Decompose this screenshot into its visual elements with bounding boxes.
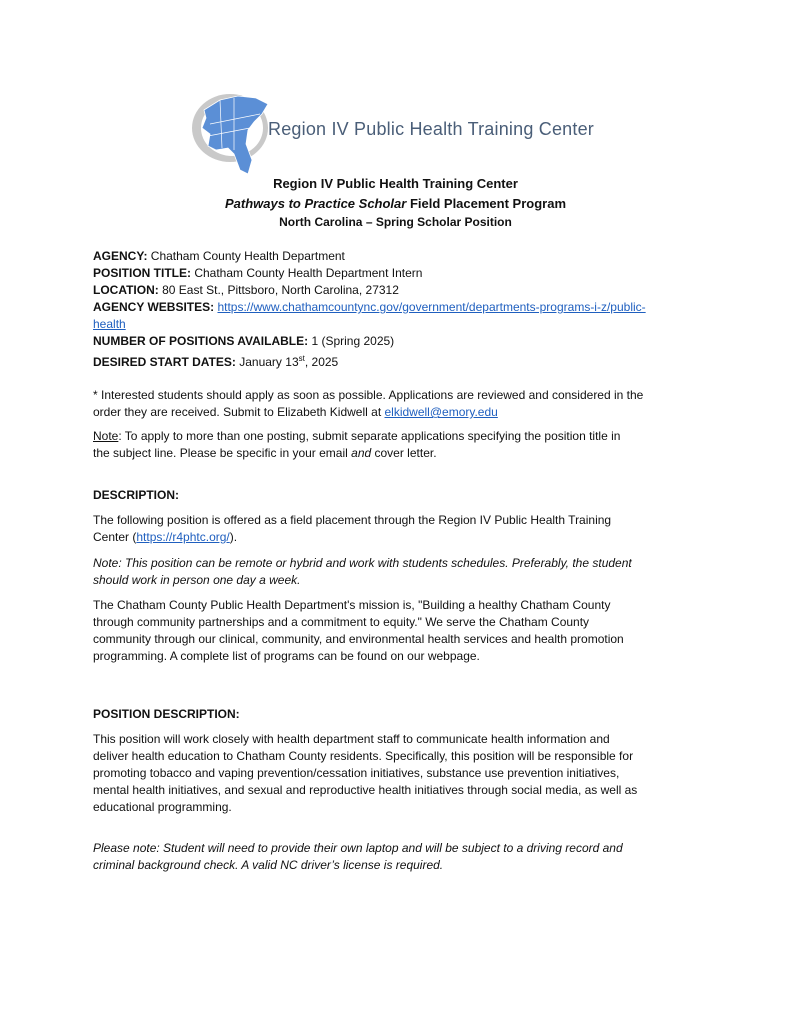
location-value: 80 East St., Pittsboro, North Carolina, 27312 <box>158 283 399 297</box>
header-position: North Carolina – Spring Scholar Position <box>279 215 512 229</box>
websites-row <box>93 299 703 316</box>
agency-value: Chatham County Health Department <box>147 249 345 263</box>
apply-note-line-1 <box>93 428 703 445</box>
email-link[interactable]: elkidwell@emory.edu <box>384 405 498 419</box>
position-title-label: POSITION TITLE: <box>93 266 191 280</box>
location-label: LOCATION: <box>93 283 159 297</box>
start-date-sup: st <box>298 354 305 363</box>
description-heading: DESCRIPTION: <box>93 488 180 502</box>
description-note <box>93 555 703 589</box>
location-row <box>93 282 703 299</box>
positions-row <box>93 333 703 350</box>
description-note-line-2: should work in person one day a week. <box>93 573 301 587</box>
position-description-heading: POSITION DESCRIPTION: <box>93 707 240 721</box>
start-date-label: DESIRED START DATES: <box>93 355 236 369</box>
header-title: Region IV Public Health Training Center <box>273 176 518 191</box>
description-p2-line-2: through community partnerships and a commitment to equity." We serve the Chatham County <box>93 615 590 629</box>
logo <box>190 88 602 178</box>
position-description-line-3: promoting tobacco and vaping prevention/cessation initiatives, substance use prevention initiatives, <box>93 766 620 780</box>
logo-text: Region IV Public Health Training Center <box>268 119 594 139</box>
position-description-note-line-2: criminal background check. A valid NC driver’s license is required. <box>93 858 444 872</box>
position-description-line-1: This position will work closely with health department staff to communicate health information and <box>93 732 610 746</box>
websites-row-cont <box>93 316 703 333</box>
description-p1-line-2-post: ). <box>229 530 238 544</box>
info-block <box>93 248 703 371</box>
agency-website-link[interactable]: https://www.chathamcountync.gov/government/departments-programs-i-z/public- <box>217 300 646 314</box>
position-title-row <box>93 265 703 282</box>
start-date-row <box>93 350 703 371</box>
apply-block <box>93 387 703 421</box>
start-date-value: January 13 <box>235 355 299 369</box>
description-p1 <box>93 512 703 546</box>
apply-note-label: Note <box>93 429 119 443</box>
position-description-note <box>93 840 703 874</box>
position-description-line-2: deliver health education to Chatham County residents. Specifically, this position will be responsible for <box>93 749 634 763</box>
apply-note-line-2-pre: the subject line. Please be specific in your email <box>93 446 352 460</box>
header-program-italic: Pathways to Practice Scholar <box>224 196 407 211</box>
description-p1-line-2-pre: Center ( <box>93 530 137 544</box>
description-p1-line-1: The following position is offered as a field placement through the Region IV Public Health Training <box>93 513 612 527</box>
apply-note-line-2 <box>93 445 703 462</box>
positions-label: NUMBER OF POSITIONS AVAILABLE: <box>93 334 309 348</box>
header-program-rest: Field Placement Program <box>406 196 567 211</box>
r4phtc-link[interactable]: https://r4phtc.org/ <box>136 530 230 544</box>
southeast-us-map-icon <box>190 88 270 178</box>
apply-note-text: : To apply to more than one posting, submit separate applications specifying the position title in <box>118 429 621 443</box>
position-description-line-5: educational programming. <box>93 800 232 814</box>
apply-line-2-text: order they are received. Submit to Elizabeth Kidwell at <box>93 405 385 419</box>
description-p1-line-2 <box>93 529 703 546</box>
agency-row <box>93 248 703 265</box>
apply-note-block <box>93 428 703 462</box>
agency-website-link-cont[interactable]: health <box>93 317 126 331</box>
agency-label: AGENCY: <box>93 249 148 263</box>
websites-label: AGENCY WEBSITES: <box>93 300 215 314</box>
position-description-note-line-1: Please note: Student will need to provide their own laptop and will be subject to a driving record and <box>93 841 623 855</box>
description-p2 <box>93 597 703 665</box>
position-description-line-4: mental health initiatives, and sexual and reproductive health initiatives through social media, as well as <box>93 783 638 797</box>
header-program <box>0 196 791 211</box>
apply-note-line-2-italic: and <box>351 446 372 460</box>
apply-line-2 <box>93 404 703 421</box>
start-date-year: , 2025 <box>304 355 339 369</box>
description-note-line-1: Note: This position can be remote or hybrid and work with students schedules. Preferably, the student <box>93 556 632 570</box>
position-title-value: Chatham County Health Department Intern <box>191 266 423 280</box>
position-description-p1 <box>93 731 703 816</box>
positions-value: 1 (Spring 2025) <box>308 334 395 348</box>
description-p2-line-3: community through our clinical, community, and environmental health services and health promotion <box>93 632 624 646</box>
apply-note-line-2-post: cover letter. <box>371 446 437 460</box>
description-p2-line-1: The Chatham County Public Health Department's mission is, "Building a healthy Chatham County <box>93 598 611 612</box>
apply-line-1: * Interested students should apply as soon as possible. Applications are reviewed and considered in the <box>93 388 644 402</box>
description-p2-line-4: programming. A complete list of programs can be found on our webpage. <box>93 649 480 663</box>
